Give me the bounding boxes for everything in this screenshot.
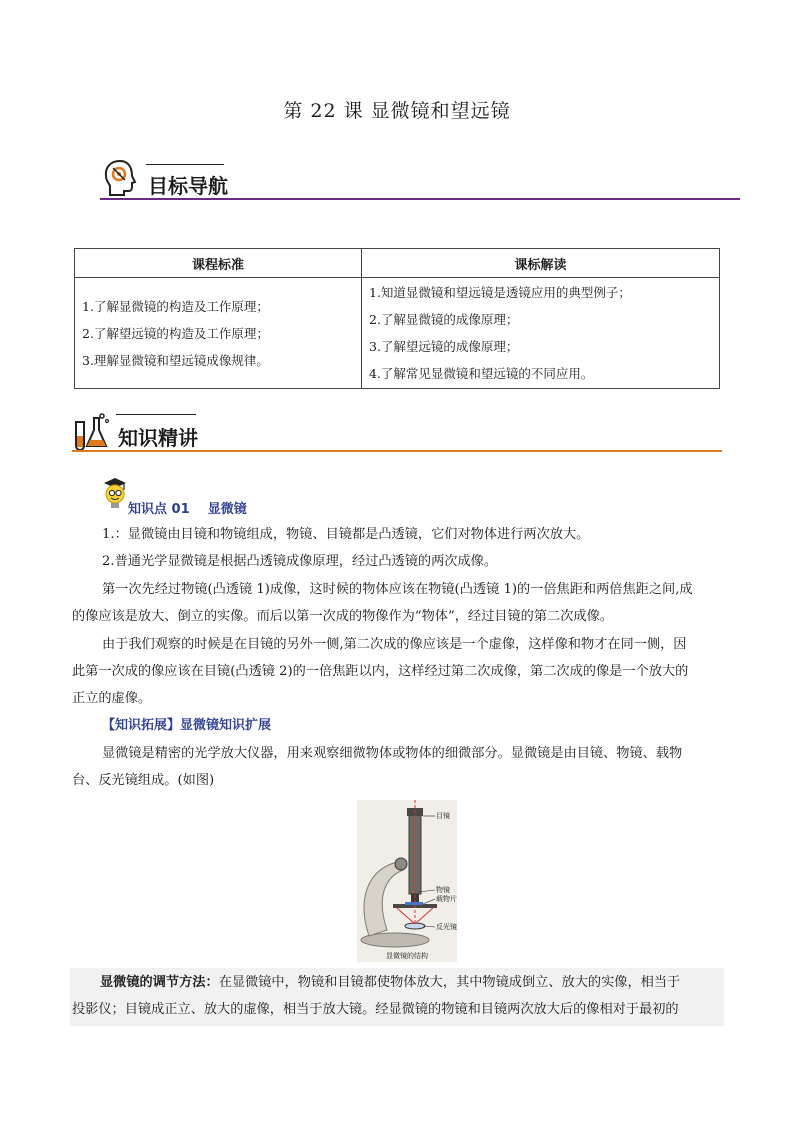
figure-label-objective: 物镜	[436, 886, 450, 894]
lab-flask-icon	[70, 412, 110, 452]
paragraph-line: 由于我们观察的时候是在目镜的另外一侧,第二次成的像应该是一个虚像，这样像和物才在同一侧，因	[102, 637, 687, 652]
paragraph-line: 投影仪；目镜成正立、放大的虚像，相当于放大镜。经显微镜的物镜和目镜两次放大后的像相对于最初的	[72, 1002, 679, 1017]
section-header-topline	[116, 414, 196, 415]
list-item: 2.了解显微镜的成像原理；	[369, 312, 519, 327]
paragraph-line: 台、反光镜组成。(如图)	[72, 773, 215, 788]
table-header: 课标解读	[362, 249, 720, 278]
list-item: 4.了解常见显微镜和望远镜的不同应用。	[369, 366, 594, 381]
knowledge-point-title: 知识点 01 显微镜	[128, 502, 247, 517]
head-gear-icon	[102, 158, 138, 198]
paragraph-line: 正立的虚像。	[72, 691, 152, 706]
adjustment-method-block	[70, 968, 724, 1026]
section-title: 知识精讲	[118, 426, 198, 450]
paragraph-line: 第一次先经过物镜(凸透镜 1)成像，这时候的物体应该在物镜(凸透镜 1)的一倍焦距和两倍焦距之间,成	[102, 582, 693, 597]
list-item: 3.了解望远镜的成像原理；	[369, 339, 519, 354]
extension-title: 【知识拓展】显微镜知识扩展	[102, 718, 272, 733]
section-divider	[100, 198, 740, 200]
list-item: 1.了解显微镜的构造及工作原理；	[82, 298, 269, 314]
table-cell-standards	[75, 278, 362, 389]
section-title: 目标导航	[148, 174, 228, 198]
list-item: 2.了解望远镜的构造及工作原理；	[82, 325, 269, 341]
section-header-knowledge	[70, 406, 722, 454]
standards-table	[74, 248, 720, 389]
figure-label-eyepiece: 目镜	[436, 812, 450, 820]
paragraph-line: 此第一次成的像应该在目镜(凸透镜 2)的一倍焦距以内，这样经过第二次成像，第二次成的像是一个放大的	[72, 664, 689, 679]
figure-caption: 显微镜的结构	[386, 952, 428, 960]
adjustment-method-label: 显微镜的调节方法：	[100, 975, 219, 990]
figure-label-mirror: 反光镜	[436, 923, 457, 931]
paragraph: 2.普通光学显微镜是根据凸透镜成像原理，经过凸透镜的两次成像。	[102, 554, 498, 569]
table-header: 课程标准	[75, 249, 362, 278]
list-item: 3.理解显微镜和望远镜成像规律。	[82, 352, 269, 368]
adjustment-method-text: 在显微镜中，物镜和目镜都使物体放大，其中物镜成倒立、放大的实像，相当于	[218, 975, 681, 990]
table-cell-interpretation	[362, 278, 720, 389]
microscope-figure	[357, 800, 457, 962]
page-title: 第 22 课 显微镜和望远镜	[283, 100, 511, 122]
section-header-goals	[98, 158, 740, 204]
section-header-topline	[146, 164, 224, 165]
paragraph: 1.：显微镜由目镜和物镜组成，物镜、目镜都是凸透镜，它们对物体进行两次放大。	[102, 527, 590, 542]
paragraph-line	[100, 969, 720, 996]
scholar-bulb-icon	[100, 477, 130, 511]
list-item: 1.知道显微镜和望远镜是透镜应用的典型例子；	[369, 285, 631, 300]
section-divider	[72, 450, 722, 452]
paragraph-line: 显微镜是精密的光学放大仪器，用来观察细微物体或物体的细微部分。显微镜是由目镜、物镜、载物	[102, 746, 683, 761]
paragraph-line: 的像应该是放大、倒立的实像。而后以第一次成的物像作为“物体”，经过目镜的第二次成像。	[72, 609, 613, 624]
figure-label-stage: 载物片	[436, 895, 457, 903]
